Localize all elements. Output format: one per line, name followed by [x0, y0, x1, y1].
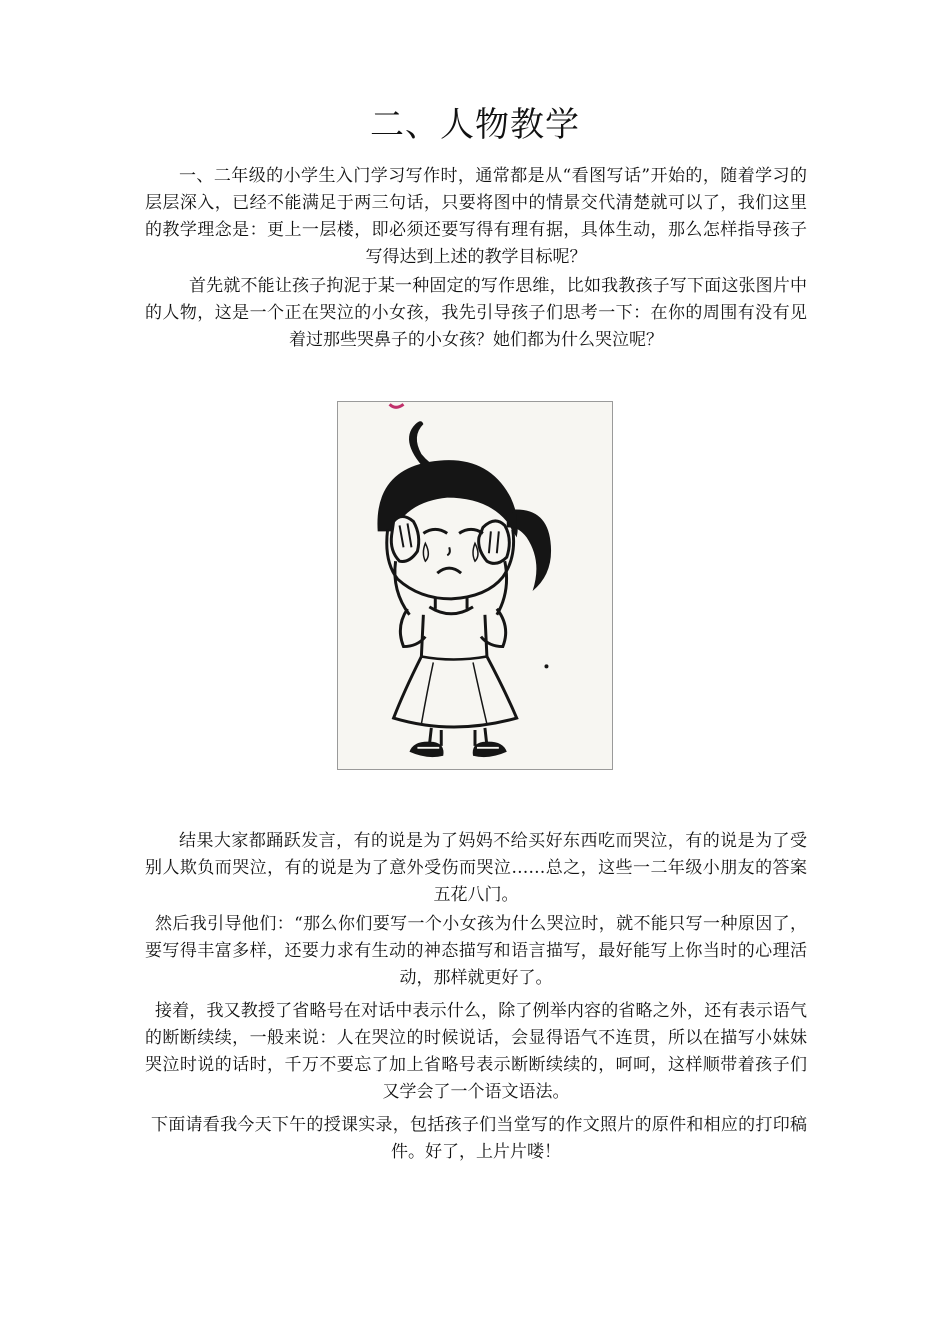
- paragraph-first-step: 首先就不能让孩子拘泥于某一种固定的写作思维，比如我教孩子写下面这张图片中的人物，这是一个正在哭泣的小女孩，我先引导孩子们思考一下：在你的周围有没有见着过那些哭鼻子的小女孩？她们都为什么哭泣呢？: [145, 276, 807, 350]
- paragraph-guidance: 然后我引导他们：“那么你们要写一个小女孩为什么哭泣时，就不能只写一种原因了，要写得丰富多样，还要力求有生动的神态描写和语言描写，最好能写上你当时的心理活动，那样就更好了。: [145, 914, 807, 988]
- paragraph-closing: 下面请看我今天下午的授课实录，包括孩子们当堂写的作文照片的原件和相应的打印稿件。好了，上片片喽！: [151, 1115, 807, 1162]
- paragraph-intro: 一、二年级的小学生入门学习写作时，通常都是从“看图写话”开始的，随着学习的层层深入，已经不能满足于两三句话，只要将图中的情景交代清楚就可以了，我们这里的教学理念是：更上一层楼，即必须还要写得有理有据，具体生动，那么怎样指导孩子写得达到上述的教学目标呢？: [145, 166, 807, 267]
- crying-girl-drawing: [338, 402, 612, 769]
- crying-girl-image: [337, 401, 613, 770]
- paragraph-ellipsis: 接着，我又教授了省略号在对话中表示什么，除了例举内容的省略之外，还有表示语气的断断续续，一般来说：人在哭泣的时候说话，会显得语气不连贯，所以在描写小妹妹哭泣时说的话时，千万不要忘了加上省略号表示断断续续的，呵呵，这样顺带着孩子们又学会了一个语文语法。: [145, 1001, 807, 1102]
- page-title: 二、人物教学: [370, 105, 580, 145]
- paragraph-responses: 结果大家都踊跃发言，有的说是为了妈妈不给买好东西吃而哭泣，有的说是为了受别人欺负而哭泣，有的说是为了意外受伤而哭泣……总之，这些一二年级小朋友的答案五花八门。: [145, 831, 807, 905]
